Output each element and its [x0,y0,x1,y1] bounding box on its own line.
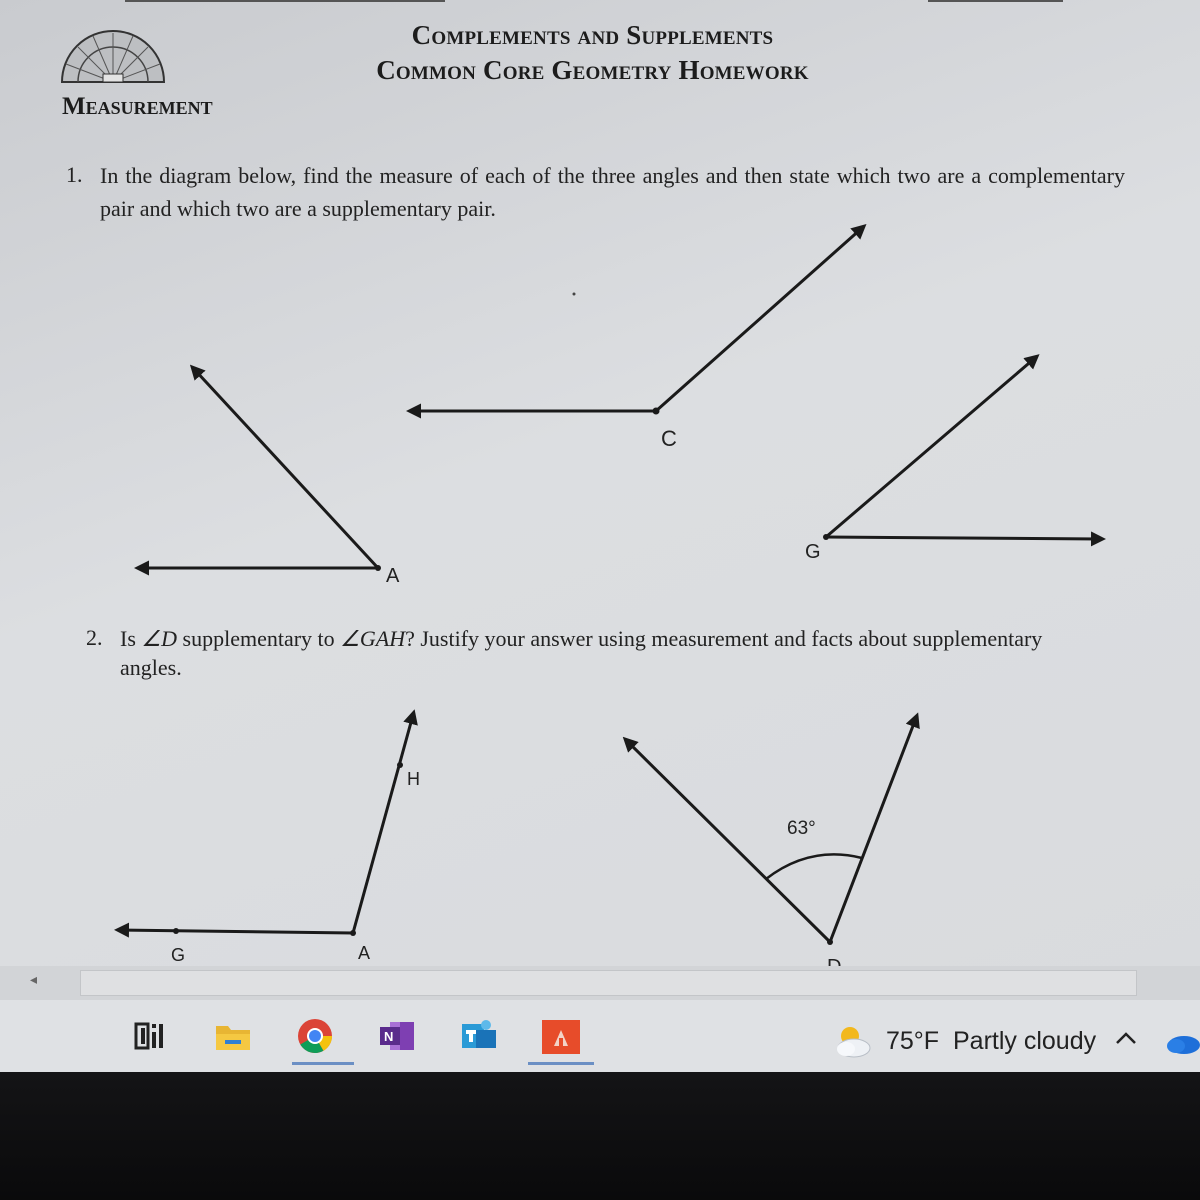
q2-text-after: ? Justify your answer using measurement and facts about supplementary angles. [120,626,1043,680]
app-icon[interactable] [540,1016,582,1056]
scroll-track[interactable] [80,970,1137,996]
chevron-up-icon[interactable] [1113,1028,1139,1048]
label-vertex-c: C [661,426,677,451]
angle-a-diagram [140,369,378,568]
weather-temperature: 75°F [886,1027,940,1055]
task-view-icon[interactable] [128,1016,170,1056]
horizontal-scrollbar[interactable] [0,966,1200,1000]
angle-d-measure: 63° [787,818,816,839]
angle-g-diagram [826,358,1100,539]
weather-widget[interactable] [886,1027,1096,1056]
onedrive-cloud-icon[interactable] [1164,1030,1200,1056]
angle-d-diagram [627,718,916,942]
q2-angle-d: ∠D [141,626,178,651]
teams-icon[interactable] [458,1016,500,1056]
svg-text:N: N [384,1029,394,1044]
app-active-indicator [528,1062,594,1065]
q2-text-before: Is [120,626,142,651]
monitor-bezel [0,1072,1200,1200]
worksheet-title: Complements and Supplements [411,20,774,50]
question-1-text: In the diagram below, find the measure of each of the three angles and then state which two are a complementary pair and which two are a supplementary pair. [100,163,1125,221]
question-1-number: 1. [66,162,83,187]
label-point-h: H [407,769,420,789]
label-vertex-a2: A [358,943,371,963]
label-vertex-g: G [805,541,821,563]
scroll-left-arrow-icon[interactable]: ◂ [30,972,38,988]
weather-condition: Partly cloudy [952,1027,1097,1055]
label-vertex-a: A [386,565,400,587]
chrome-icon[interactable] [294,1016,336,1056]
label-point-g: G [171,945,186,965]
onenote-icon[interactable] [376,1016,418,1056]
angle-gah-diagram [120,715,413,933]
section-heading: Measurement [62,93,213,120]
q2-angle-gah: ∠GAH [340,626,406,651]
folder-icon[interactable] [212,1016,254,1056]
chrome-active-indicator [292,1062,354,1065]
angle-c-diagram [412,228,862,411]
q2-text-middle: supplementary to [177,626,341,651]
worksheet-subtitle: Common Core Geometry Homework [376,55,809,85]
question-2-number: 2. [86,625,103,650]
partly-cloudy-icon[interactable] [830,1022,876,1062]
